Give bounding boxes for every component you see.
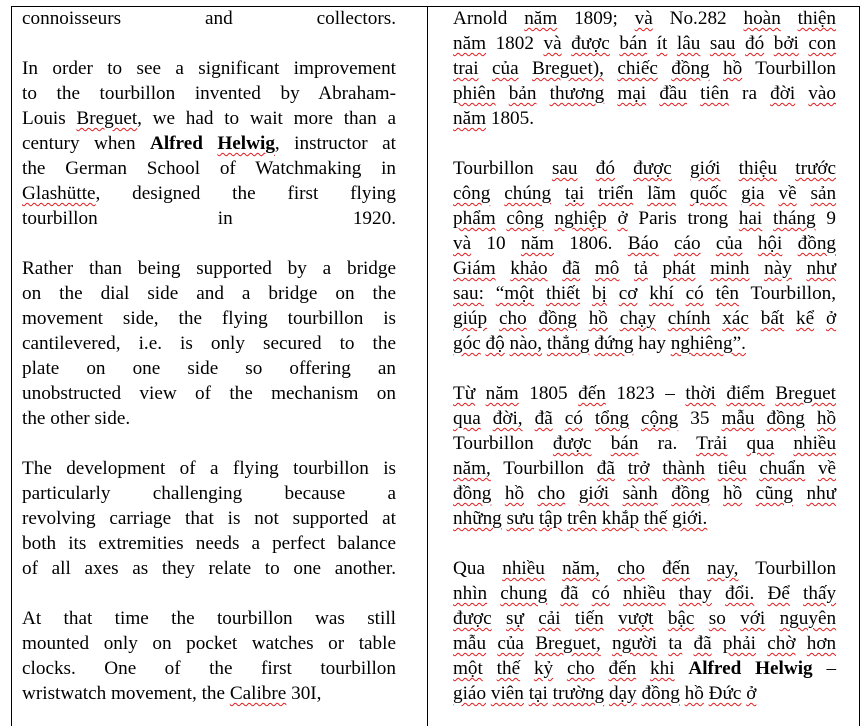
spellcheck-flag: tiến [574,608,604,629]
spellcheck-flag: cho [617,558,645,579]
spellcheck-flag: đã [596,458,615,479]
text-line: Tourbillon được bán ra. Trải qua nhiều [453,433,837,454]
spellcheck-flag: khảo [510,258,548,279]
spellcheck-flag: về [817,458,837,479]
spellcheck-flag: nhiều [793,433,837,454]
spellcheck-flag: hoàn [743,8,781,29]
spellcheck-flag: ở [825,308,837,329]
spellcheck-flag: đời [770,83,796,104]
spellcheck-flag: đó [744,33,765,54]
spellcheck-flag: đổi. [725,583,755,604]
spellcheck-flag: tại [565,183,585,204]
spellcheck-flag: sau [709,33,736,54]
spellcheck-flag: minh [710,258,750,279]
paragraph-gap [22,431,396,456]
text-line: movement side, the flying tourbillon is [22,308,396,329]
spellcheck-flag: chờ [767,633,796,654]
text-line: to the tourbillon invented by Abraham- [22,83,396,104]
spellcheck-flag: Calibre [229,683,287,704]
spellcheck-flag: hội [757,233,783,254]
text-line [453,256,836,281]
spellcheck-flag: cải [538,608,561,629]
spellcheck-flag: cơ [618,283,638,304]
spellcheck-flag: xác [722,308,749,329]
spellcheck-flag: nay, [707,558,739,579]
text-line: phiên bản thương mại đầu tiên ra đời vào [453,83,837,104]
spellcheck-flag: của [715,233,743,254]
text-line: clocks. One of the first tourbillon [22,658,396,679]
text-line: on the dial side and a bridge on the [22,283,396,304]
spellcheck-flag: chính [667,308,711,329]
spellcheck-flag: tháng [773,208,816,229]
spellcheck-flag: tổng [594,408,629,429]
text-line: connoisseurs and collectors. [22,8,396,29]
text-line: mounted only on pocket watches or table [22,633,396,654]
spellcheck-flag: hồ [816,408,837,429]
spellcheck-flag: sau [551,158,578,179]
spellcheck-flag: lãm [647,183,676,204]
spellcheck-flag: khi [650,658,675,679]
text-line [453,306,836,331]
paragraph-gap [453,356,836,381]
spellcheck-flag: đã [562,258,581,279]
spellcheck-flag: thương [549,83,605,104]
spellcheck-flag: đầu [659,83,688,104]
spellcheck-flag: được [552,433,592,454]
spellcheck-flag: của [491,58,519,79]
spellcheck-flag: chuẩn [759,458,806,479]
spellcheck-flag: nhìn [453,583,488,604]
spellcheck-flag: phải [722,633,756,654]
text-line: wristwatch movement, the Calibre 30I, [22,683,322,704]
spellcheck-flag: giới [578,483,610,504]
spellcheck-flag: công [453,183,491,204]
paragraph-gap [22,231,396,256]
spellcheck-flag: Báo [627,233,659,254]
spellcheck-flag: tại [528,683,548,704]
spellcheck-flag: Breguet), [532,58,604,79]
spellcheck-flag: và [634,8,653,29]
spellcheck-flag: Glashütte [22,183,96,204]
spellcheck-flag: chạy [619,308,656,329]
spellcheck-flag: đồng [766,408,805,429]
spellcheck-flag: nghiêng”. [670,333,746,354]
spellcheck-flag: bậc [667,608,695,629]
spellcheck-flag: qua [453,408,481,429]
spellcheck-flag: tiêu [717,458,747,479]
spellcheck-flag: độ [485,333,505,354]
spellcheck-flag: đã [534,408,553,429]
spellcheck-flag: hai [738,208,763,229]
text-line: phẩm công nghiệp ở Paris trong hai tháng 9 [453,208,837,229]
spellcheck-flag: người [612,633,658,654]
spellcheck-flag: quốc [689,183,728,204]
spellcheck-flag: sản [810,183,837,204]
text-line: particularly challenging because a [22,483,396,504]
spellcheck-flag: trường [552,683,605,704]
spellcheck-flag: cáo [673,233,701,254]
text-line [453,181,836,206]
paragraph-gap [453,531,836,556]
spellcheck-flag: và [453,233,472,254]
spellcheck-flag: giới. [672,508,708,529]
spellcheck-flag: sành [622,483,658,504]
spellcheck-flag: bị [591,283,607,304]
spellcheck-flag: phát [662,258,696,279]
paragraph-gap [453,131,836,156]
spellcheck-flag: cộng [640,408,679,429]
spellcheck-flag: trước [795,158,837,179]
spellcheck-flag: Breguet [76,108,138,129]
spellcheck-flag: năm, [453,458,491,479]
spellcheck-flag: năm [520,233,554,254]
spellcheck-flag: được [571,33,610,54]
text-line: In order to see a significant improvement [22,58,396,79]
spellcheck-flag: lâu [676,33,701,54]
text-line: trai của Breguet), chiếc đồng hồ Tourbillon [453,58,837,79]
text-line: và 10 năm 1806. Báo cáo của hội đồng [453,233,837,254]
spellcheck-flag: mẫu [453,633,487,654]
spellcheck-flag: sau: [453,283,484,304]
spellcheck-flag: hồ [723,483,743,504]
spellcheck-flag: năm [524,8,558,29]
spellcheck-flag: ta [668,633,683,654]
spellcheck-flag: mại [617,83,647,104]
spellcheck-flag: chiếc [617,58,658,79]
spellcheck-flag: hồ [588,308,608,329]
spellcheck-flag: ở [746,683,757,704]
spellcheck-flag: hơn [806,633,837,654]
spellcheck-flag: với [740,608,766,629]
spellcheck-flag: giúp [453,308,488,329]
spellcheck-flag: cho [537,483,566,504]
spellcheck-flag: một [453,658,483,679]
spellcheck-flag: khí [649,283,674,304]
spellcheck-flag: hồ [723,58,743,79]
spellcheck-flag: về [778,183,797,204]
text-line: một thế kỷ cho đến khi Alfred Helwig – [453,658,837,679]
paragraph-gap [22,581,396,606]
text-line: Từ năm 1805 đến 1823 – thời điểm Breguet [453,383,837,404]
spellcheck-flag: ít [656,33,668,54]
spellcheck-flag: được [633,158,672,179]
text-line: century when Alfred Helwig, instructor at [22,133,396,154]
spellcheck-flag: con [808,33,837,54]
text-line: the German School of Watchmaking in [22,158,396,179]
spellcheck-flag: thế [496,658,521,679]
spellcheck-flag: đứng [594,333,634,354]
spellcheck-flag: mẫu [721,408,755,429]
spellcheck-flag: năm [485,383,519,404]
text-line: unobstructed view of the mechanism on [22,383,396,404]
spellcheck-flag: thẳng [546,333,590,354]
spellcheck-flag: so [708,608,726,629]
spellcheck-flag: qua [746,433,775,454]
text-line: tourbillon in 1920. [22,208,396,229]
spellcheck-flag: viên [490,683,524,704]
spellcheck-flag: tập [538,508,563,529]
spellcheck-flag: nhiều [502,558,545,579]
spellcheck-flag: nào, [509,333,543,354]
spellcheck-flag: góc [453,333,481,354]
text-line: qua đời, đã có tổng cộng 35 mẫu đồng hồ [453,408,837,429]
spellcheck-flag: Từ [453,383,476,404]
spellcheck-flag: những [453,508,502,529]
spellcheck-flag: tả [633,258,648,279]
spellcheck-flag: “một [495,283,535,304]
spellcheck-flag: thiện [797,8,837,29]
spellcheck-flag: đồng [671,58,710,79]
spellcheck-flag: nguyên [779,608,837,629]
spellcheck-flag: vào [808,83,837,104]
text-line [453,481,836,506]
spellcheck-flag: kể [796,308,815,329]
text-line: Arnold năm 1809; và No.282 hoàn thiện [453,8,837,29]
spellcheck-flag: gia [741,183,765,204]
text-line: sau: “một thiết bị cơ khí có tên Tourbillon, [453,283,837,304]
spellcheck-flag: thấy [803,583,837,604]
spellcheck-flag: tên [715,283,740,304]
spellcheck-flag: của [497,633,524,654]
spellcheck-flag: bất [760,308,785,329]
spellcheck-flag: bán [610,433,639,454]
spellcheck-flag: đồng [538,308,577,329]
text-line: Tourbillon sau đó được giới thiệu trước [453,158,837,179]
spellcheck-flag: đồng [797,233,837,254]
spellcheck-flag: vượt [618,608,654,629]
spellcheck-flag: nhiều [622,583,666,604]
spellcheck-flag: Breguet [775,383,837,404]
spellcheck-flag: đã [693,633,712,654]
spellcheck-flag: như [806,483,837,504]
spellcheck-flag: thiết [545,283,581,304]
text-line: cantilevered, i.e. is only secured to the [22,333,396,354]
spellcheck-flag: sự [505,608,524,629]
spellcheck-flag: năm [453,33,487,54]
text-line: plate on one side so offering an [22,358,396,379]
spellcheck-flag: bán [619,33,648,54]
spellcheck-flag: giới [690,158,721,179]
spellcheck-flag: tiên [700,83,729,104]
spellcheck-flag: điểm [726,383,765,404]
spellcheck-flag: này [764,258,792,279]
spellcheck-flag: bản [508,83,537,104]
spellcheck-flag: có [685,283,704,304]
text-line: both its extremities needs a perfect balance [22,533,396,554]
spellcheck-flag: trên [567,508,597,529]
spellcheck-flag: đồng [671,483,710,504]
text-line: The development of a flying tourbillon is [22,458,396,479]
spellcheck-flag: bởi [773,33,799,54]
spellcheck-flag: Trải [696,433,728,454]
text-line [453,681,836,706]
bold-name: Alfred Helwig [688,658,813,679]
text-line: Qua nhiều năm, cho đến nay, Tourbillon [453,558,837,579]
spellcheck-flag: năm, [562,558,600,579]
spellcheck-flag: chung [500,583,548,604]
paragraph-gap [22,31,396,56]
spellcheck-flag: cho [566,658,595,679]
spellcheck-flag: trai [453,58,479,79]
spellcheck-flag: đồng [453,483,492,504]
spellcheck-flag: dạy [608,683,637,704]
text-line: revolving carriage that is not supported at [22,508,396,529]
spellcheck-flag: thế [643,508,668,529]
spellcheck-flag: thiệu [738,158,778,179]
spellcheck-flag: hồ [684,683,704,704]
spellcheck-flag: chúng [504,183,552,204]
spellcheck-flag: năm [453,108,487,129]
text-line: Rather than being supported by a bridge [22,258,396,279]
vietnamese-column[interactable] [453,6,836,706]
spellcheck-flag: nghiệp [554,208,607,229]
spellcheck-flag: mô [594,258,620,279]
spellcheck-flag: cũng [755,483,794,504]
text-line: góc độ nào, thẳng đứng hay nghiêng”. [453,333,746,354]
spellcheck-flag: Để [767,583,790,604]
spellcheck-flag: cho [498,308,527,329]
bold-name: Alfred Helwig [149,133,275,154]
spellcheck-flag: khắp [601,508,640,529]
english-column[interactable] [22,6,396,706]
spellcheck-flag: có [591,583,610,604]
spellcheck-flag: đến [662,558,690,579]
spellcheck-flag: và [543,33,562,54]
text-line: Louis Breguet, we had to wait more than a [22,108,396,129]
spellcheck-flag: thời [685,383,716,404]
text-line: the other side. [22,408,131,429]
spellcheck-flag: được [453,608,492,629]
spellcheck-flag: có [564,408,583,429]
text-line [453,631,836,656]
spellcheck-flag: như [806,258,837,279]
spellcheck-flag: thành [662,458,705,479]
text-line [453,581,836,606]
spellcheck-flag: phẩm [453,208,496,229]
spellcheck-flag: thay [678,583,712,604]
spellcheck-flag: trở [627,458,650,479]
text-line: At that time the tourbillon was still [22,608,396,629]
spellcheck-flag: Giám [453,258,496,279]
spellcheck-flag: giáo [453,683,487,704]
spellcheck-flag: đời, [492,408,523,429]
spellcheck-flag: đến [608,658,637,679]
spellcheck-flag: Đức [708,683,742,704]
text-line: năm 1802 và được bán ít lâu sau đó bởi con [453,33,837,54]
text-line [453,506,836,531]
text-line [453,606,836,631]
spellcheck-flag: công [506,208,544,229]
spellcheck-flag: đồng [641,683,680,704]
spellcheck-flag: đã [560,583,579,604]
spellcheck-flag: triển [598,183,634,204]
spellcheck-flag: hồ [504,483,525,504]
spellcheck-flag: đến [578,383,606,404]
spellcheck-flag: ở [617,208,628,229]
spellcheck-flag: kỷ [533,658,554,679]
text-line: năm, Tourbillon đã trở thành tiêu chuẩn về [453,458,837,479]
text-line: of all axes as they relate to one another. [22,558,396,579]
column-divider [427,6,428,726]
text-line: Glashütte, designed the first flying [22,183,396,204]
spellcheck-flag: sưu [506,508,535,529]
text-line: năm 1805. [453,108,535,129]
spellcheck-flag: phiên [453,83,496,104]
spellcheck-flag: Helwig [217,133,275,154]
spellcheck-flag: Breguet, [535,633,601,654]
spellcheck-flag: đó [595,158,615,179]
